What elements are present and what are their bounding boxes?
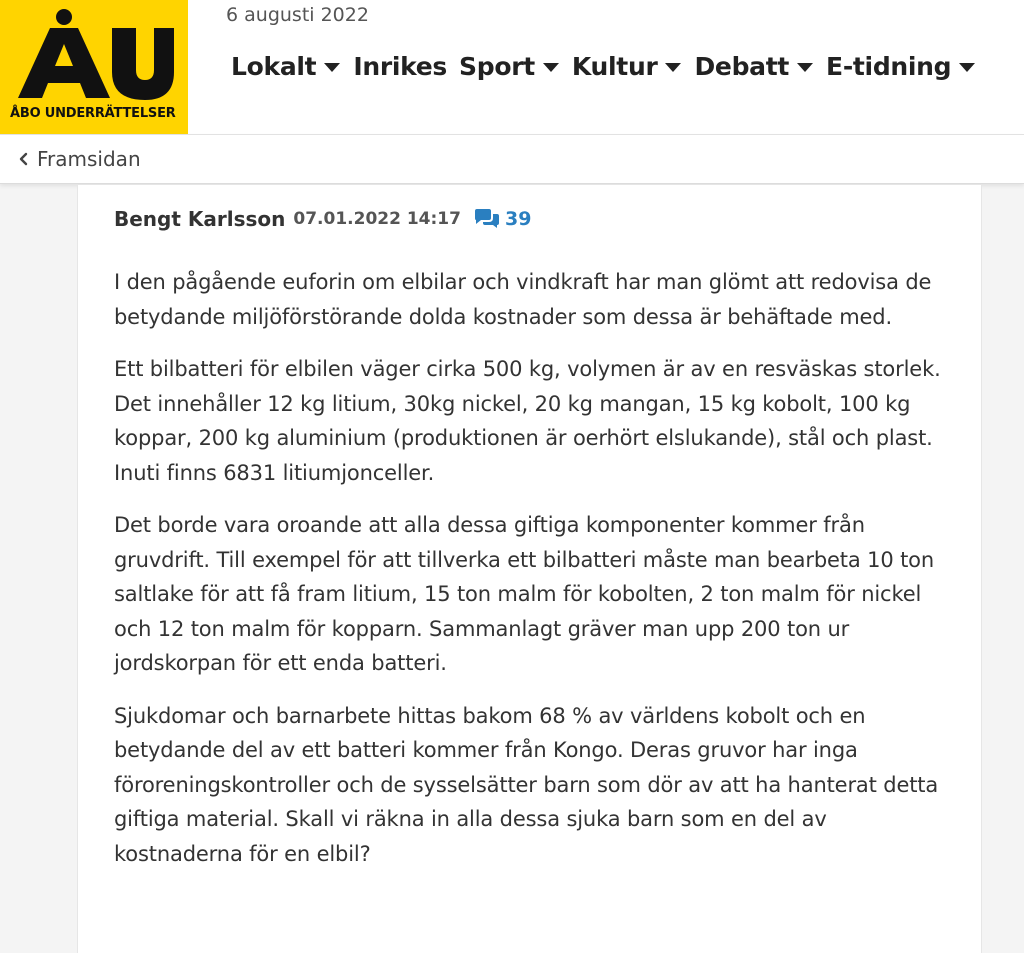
article-paragraph: Det borde vara oroande att alla dessa giftiga komponenter kommer från gruvdrift. Till exempel för att tillverka ett bilbatteri måste man bearbeta 10 ton saltlake för att få fram litium, 15 ton malm för kobolten, 2 ton malm för nickel och 12 ton malm för kopparn. Sammanlagt gräver man upp 200 ton ur jordskorpan för ett enda batteri. (114, 513, 935, 675)
nav-item-sport[interactable] (459, 52, 559, 81)
article-byline (114, 207, 531, 231)
nav-item-label: Kultur (571, 51, 658, 81)
author-name[interactable]: Bengt Karlsson (114, 207, 286, 231)
main-nav (231, 48, 988, 84)
article-paragraph: Sjukdomar och barnarbete hittas bakom 68 % av världens kobolt och en betydande del av ett batteri kommer från Kongo. Deras gruvor har inga föroreningskontroller och de sysselsätter barn som dör av att ha hanterat detta giftiga material. Skall vi räkna in alla dessa sjuka barn som en del av kostnaderna för en elbil? (114, 703, 939, 866)
current-date: 6 augusti 2022 (226, 4, 369, 26)
caret-down-icon (543, 63, 559, 72)
article-body (114, 265, 949, 889)
article-card (77, 185, 982, 953)
nav-item-label: Debatt (694, 51, 790, 81)
nav-item-label: Inrikes (353, 51, 448, 81)
chevron-left-icon (18, 152, 28, 166)
logo-au-mark (14, 8, 174, 103)
nav-item-kultur[interactable] (572, 52, 682, 81)
nav-item-label: E-tidning (826, 51, 952, 81)
nav-item-label: Sport (459, 51, 535, 81)
breadcrumb-bar (0, 135, 1024, 184)
nav-item-lokalt[interactable] (231, 52, 340, 81)
publish-timestamp: 07.01.2022 14:17 (293, 209, 461, 229)
article-paragraph: Ett bilbatteri för elbilen väger cirka 500 kg, volymen är av en resväskas storlek. Det innehåller 12 kg litium, 30kg nickel, 20 kg mangan, 15 kg kobolt, 100 kg koppar, 200 kg aluminium (produktionen är oerhört elslukande), stål och plast. Inuti finns 6831 litiumjonceller. (114, 357, 941, 485)
caret-down-icon (665, 63, 681, 72)
site-header (0, 0, 1024, 135)
nav-item-label: Lokalt (231, 51, 317, 81)
article-paragraph: I den pågående euforin om elbilar och vindkraft har man glömt att redovisa de betydande miljöförstörande dolda kostnader som dessa är behäftade med. (114, 270, 932, 329)
back-to-frontpage-link[interactable] (18, 147, 141, 171)
logo-wordmark: ÅBO UNDERRÄTTELSER (10, 106, 176, 121)
caret-down-icon (959, 63, 975, 72)
nav-item-e-tidning[interactable] (826, 52, 975, 81)
caret-down-icon (797, 63, 813, 72)
comments-link[interactable] (473, 208, 531, 230)
nav-item-debatt[interactable] (694, 52, 813, 81)
comment-count: 39 (504, 208, 532, 230)
back-link-label: Framsidan (37, 147, 141, 171)
comments-icon (473, 208, 501, 230)
nav-item-inrikes[interactable] (353, 52, 447, 81)
site-logo[interactable] (0, 0, 188, 134)
caret-down-icon (324, 63, 340, 72)
